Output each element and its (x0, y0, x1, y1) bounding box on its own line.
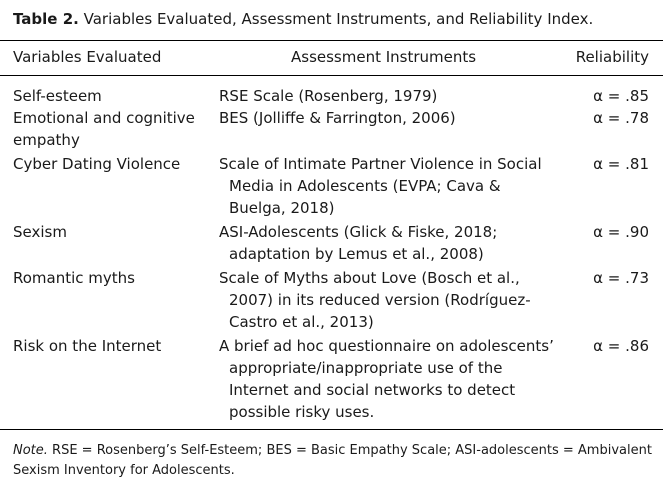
note-text: RSE = Rosenberg’s Self-Esteem; BES = Basic Empathy Scale; ASI-adolescents = Ambivalent Sexism Inventory for Adolescents. (13, 443, 652, 478)
row-3-reliability: α = .81 (593, 155, 649, 173)
row-2-reliability: α = .78 (593, 109, 649, 127)
table-caption (13, 9, 593, 29)
header-variables: Variables Evaluated (13, 48, 162, 66)
row-5-variable: Romantic myths (13, 269, 135, 287)
row-6-reliability: α = .86 (593, 337, 649, 355)
table-note (13, 441, 653, 481)
header-rule (0, 75, 663, 76)
header-reliability: Reliability (575, 48, 649, 66)
row-2-instrument: BES (Jolliffe & Farrington, 2006) (219, 109, 456, 127)
bottom-rule (0, 429, 663, 430)
row-4-variable: Sexism (13, 223, 67, 241)
top-rule (0, 40, 663, 41)
row-1-variable: Self-esteem (13, 87, 102, 105)
note-label: Note. (13, 443, 48, 458)
row-5-reliability: α = .73 (593, 269, 649, 287)
row-3-instrument: Scale of Intimate Partner Violence in Social Media in Adolescents (EVPA; Cava & Buelga, 2018) (219, 155, 542, 217)
row-3-variable: Cyber Dating Violence (13, 155, 181, 173)
row-4-reliability: α = .90 (593, 223, 649, 241)
row-4-instrument: ASI-Adolescents (Glick & Fiske, 2018; adaptation by Lemus et al., 2008) (219, 223, 498, 263)
header-instruments: Assessment Instruments (291, 48, 477, 66)
row-6-variable: Risk on the Internet (13, 337, 162, 355)
row-1-instrument: RSE Scale (Rosenberg, 1979) (219, 87, 438, 105)
table-title: Variables Evaluated, Assessment Instruments, and Reliability Index. (83, 10, 594, 28)
row-5-instrument: Scale of Myths about Love (Bosch et al., 2007) in its reduced version (Rodríguez-Castro et al., 2013) (219, 269, 531, 331)
row-6-instrument: A brief ad hoc questionnaire on adolescents’ appropriate/inappropriate use of the Internet and social networks to detect possible risky uses. (219, 337, 554, 421)
row-2-variable: Emotional and cognitive empathy (13, 109, 195, 149)
row-1-reliability: α = .85 (593, 87, 649, 105)
table-label: Table 2. (13, 10, 79, 28)
